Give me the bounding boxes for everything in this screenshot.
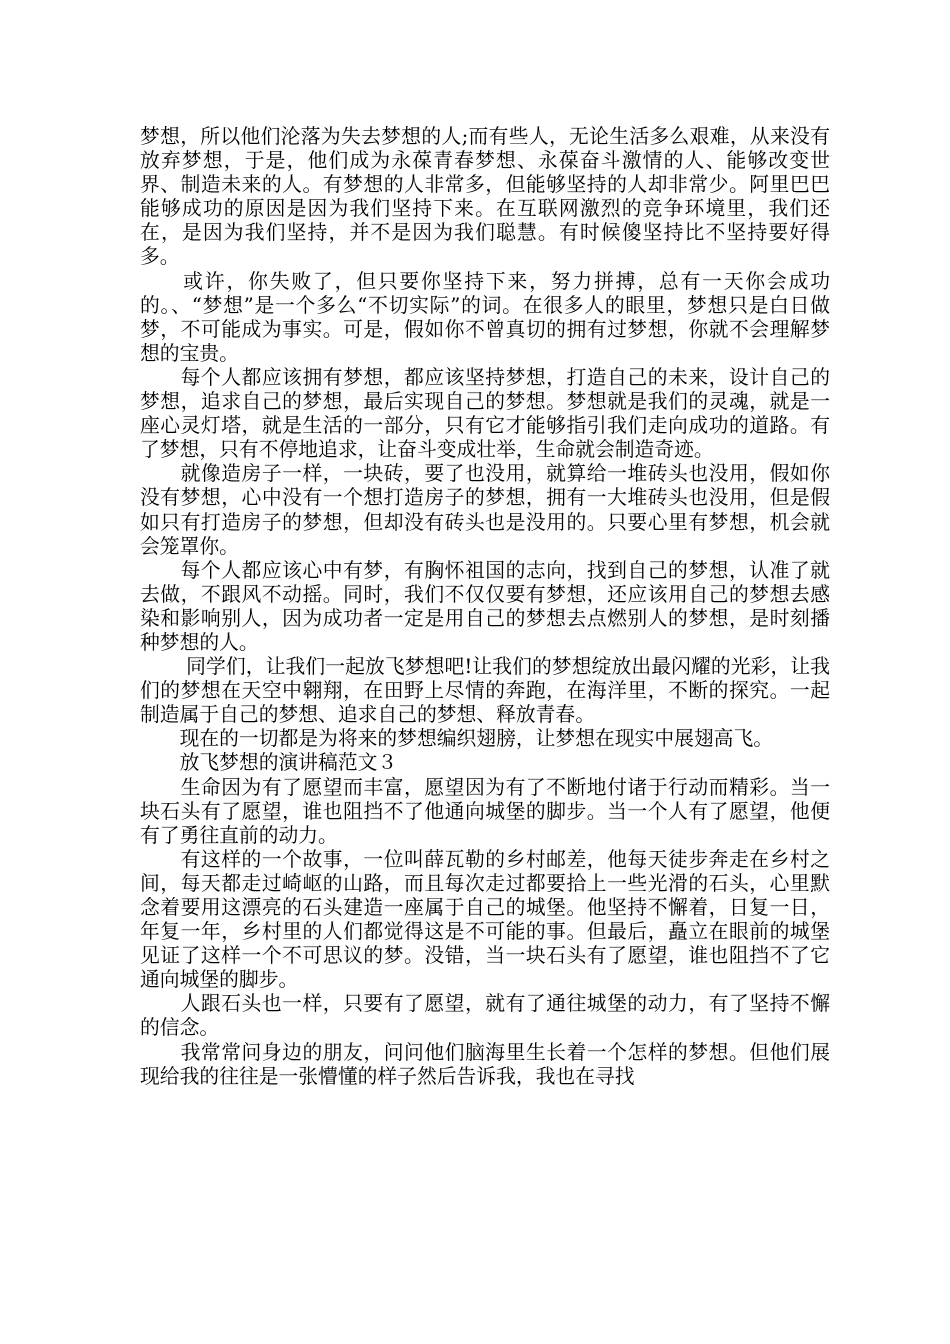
paragraph: 每个人都应该心中有梦，有胸怀祖国的志向，找到自己的梦想，认准了就去做，不跟风不动摇。同时，我们不仅仅要有梦想，还应该用自己的梦想去感染和影响别人，因为成功者一定是用自己的梦想去点燃别人的梦想，是时刻播种梦想的人。 — [140, 558, 830, 654]
paragraph: 有这样的一个故事，一位叫薛瓦勒的乡村邮差，他每天徒步奔走在乡村之间，每天都走过崎岖的山路，而且每次走过都要拾上一些光滑的石头，心里默念着要用这漂亮的石头建造一座属于自己的城堡。他坚持不懈着，日复一日，年复一年，乡村里的人们都觉得这是不可能的事。但最后，矗立在眼前的城堡见证了这样一个不可思议的梦。没错，当一块石头有了愿望，谁也阻挡不了它通向城堡的脚步。 — [140, 847, 830, 992]
paragraph: 现在的一切都是为将来的梦想编织翅膀，让梦想在现实中展翅高飞。 — [140, 727, 774, 751]
paragraph: 人跟石头也一样，只要有了愿望，就有了通往城堡的动力，有了坚持不懈的信念。 — [140, 992, 830, 1040]
paragraph: 我常常问身边的朋友，问问他们脑海里生长着一个怎样的梦想。但他们展现给我的往往是一张懵懂的样子然后告诉我，我也在寻找 — [140, 1040, 830, 1088]
document-body — [140, 125, 830, 1089]
section-heading: 放飞梦想的演讲稿范文３ — [140, 751, 398, 775]
paragraph: 或许，你失败了，但只要你坚持下来，努力拼搏，总有一天你会成功的。、“梦想”是一个多么“不切实际”的词。在很多人的眼里，梦想只是白日做梦，不可能成为事实。可是，假如你不曾真切的拥有过梦想，你就不会理解梦想的宝贵。 — [140, 269, 830, 365]
paragraph: 同学们，让我们一起放飞梦想吧!让我们的梦想绽放出最闪耀的光彩，让我们的梦想在天空中翱翔，在田野上尽情的奔跑，在海洋里，不断的探究。一起制造属于自己的梦想、追求自己的梦想、释放青春。 — [140, 655, 830, 727]
paragraph: 生命因为有了愿望而丰富，愿望因为有了不断地付诸于行动而精彩。当一块石头有了愿望，谁也阻挡不了他通向城堡的脚步。当一个人有了愿望，他便有了勇往直前的动力。 — [140, 775, 830, 847]
paragraph: 就像造房子一样，一块砖，要了也没用，就算给一堆砖头也没用，假如你没有梦想，心中没有一个想打造房子的梦想，拥有一大堆砖头也没用，但是假如只有打造房子的梦想，但却没有砖头也是没用的。只要心里有梦想，机会就会笼罩你。 — [140, 462, 830, 558]
paragraph: 每个人都应该拥有梦想，都应该坚持梦想，打造自己的未来，设计自己的梦想，追求自己的梦想，最后实现自己的梦想。梦想就是我们的灵魂，就是一座心灵灯塔，就是生活的一部分，只有它才能够指引我们走向成功的道路。有了梦想，只有不停地追求，让奋斗变成壮举，生命就会制造奇迹。 — [140, 365, 830, 462]
paragraph: 梦想，所以他们沦落为失去梦想的人;而有些人，无论生活多么艰难，从来没有放弃梦想，于是，他们成为永葆青春梦想、永葆奋斗激情的人、能够改变世界、制造未来的人。有梦想的人非常多，但能够坚持的人却非常少。阿里巴巴能够成功的原因是因为我们坚持下来。在互联网激烈的竞争环境里，我们还在，是因为我们坚持，并不是因为我们聪慧。有时候傻坚持比不坚持要好得多。 — [140, 125, 830, 269]
